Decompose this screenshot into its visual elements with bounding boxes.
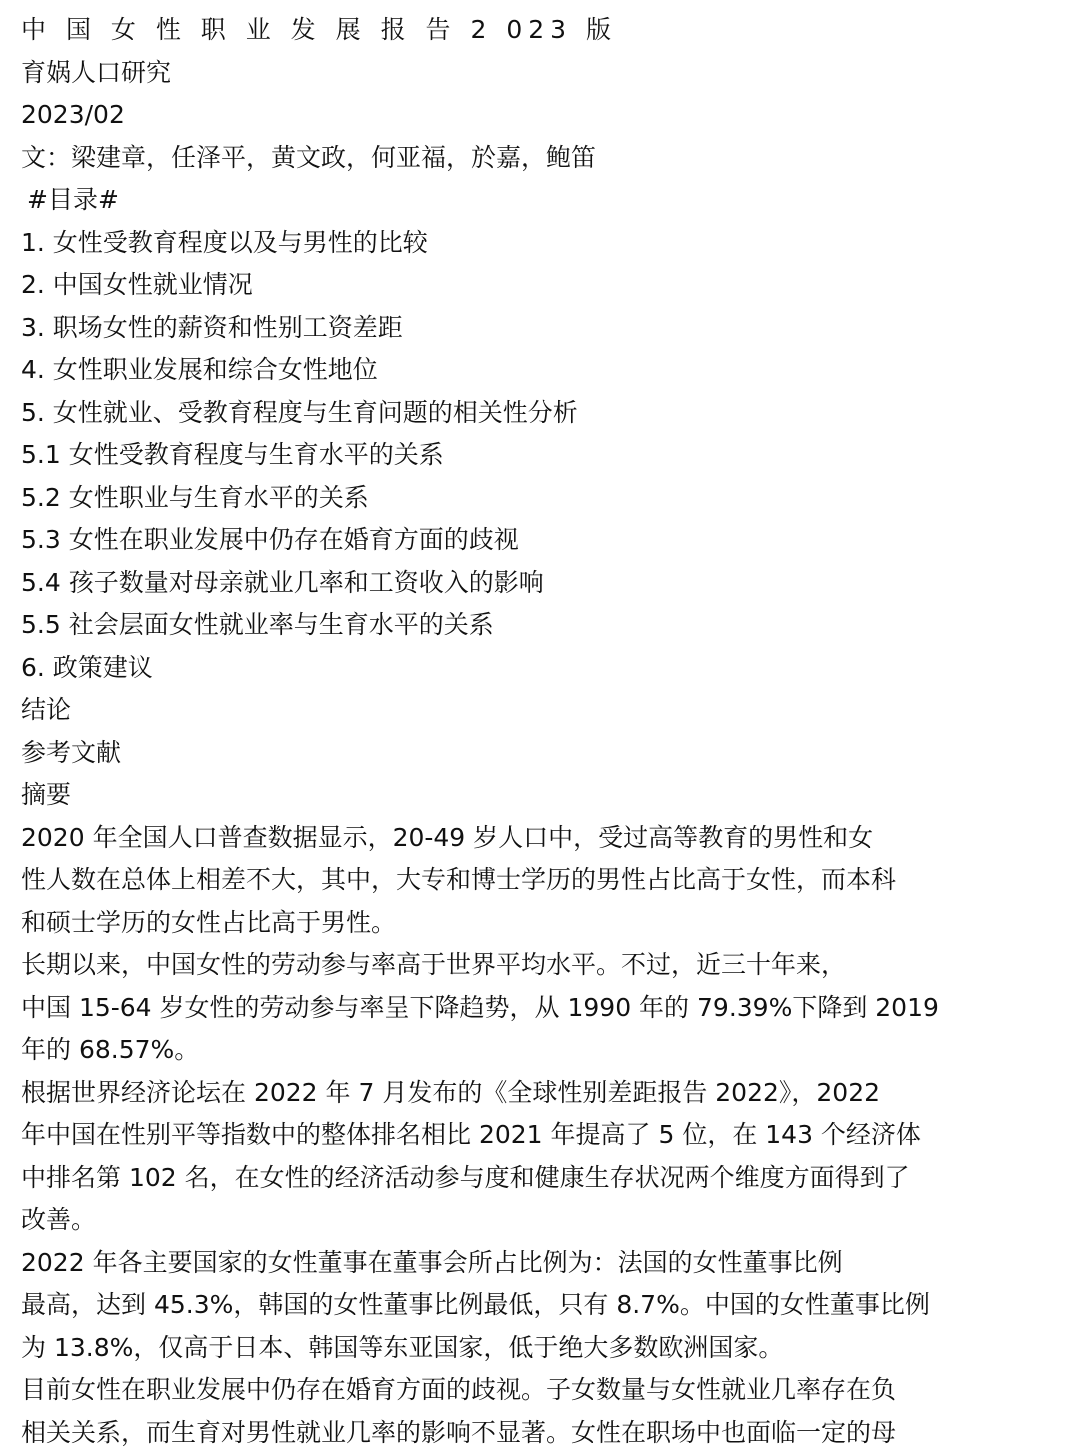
abstract-line: 性人数在总体上相差不大，其中，大专和博士学历的男性占比高于女性，而本科 xyxy=(21,859,1061,902)
toc-item: 结论 xyxy=(21,689,1061,732)
table-of-contents xyxy=(21,222,1061,775)
toc-item: 1. 女性受教育程度以及与男性的比较 xyxy=(21,222,1061,265)
abstract-line: 中排名第 102 名，在女性的经济活动参与度和健康生存状况两个维度方面得到了 xyxy=(21,1157,1061,1200)
abstract-line: 2020 年全国人口普查数据显示，20-49 岁人口中，受过高等教育的男性和女 xyxy=(21,817,1061,860)
abstract-line: 为 13.8%，仅高于日本、韩国等东亚国家，低于绝大多数欧洲国家。 xyxy=(21,1327,1061,1370)
abstract-line: 目前女性在职业发展中仍存在婚育方面的歧视。子女数量与女性就业几率存在负 xyxy=(21,1369,1061,1412)
toc-heading: #目录# xyxy=(21,179,1061,222)
toc-item: 参考文献 xyxy=(21,732,1061,775)
abstract-line: 相关关系，而生育对男性就业几率的影响不显著。女性在职场中也面临一定的母 xyxy=(21,1412,1061,1454)
toc-item: 5.1 女性受教育程度与生育水平的关系 xyxy=(21,434,1061,477)
abstract-line: 根据世界经济论坛在 2022 年 7 月发布的《全球性别差距报告 2022》，2022 xyxy=(21,1072,1061,1115)
toc-item: 2. 中国女性就业情况 xyxy=(21,264,1061,307)
report-title: 中 国 女 性 职 业 发 展 报 告 2 023 版 xyxy=(21,9,1061,52)
toc-item: 4. 女性职业发展和综合女性地位 xyxy=(21,349,1061,392)
toc-item: 3. 职场女性的薪资和性别工资差距 xyxy=(21,307,1061,350)
report-authors: 文：梁建章，任泽平，黄文政，何亚福，於嘉，鲍笛 xyxy=(21,137,1061,180)
abstract-line: 2022 年各主要国家的女性董事在董事会所占比例为：法国的女性董事比例 xyxy=(21,1242,1061,1285)
toc-item: 5.5 社会层面女性就业率与生育水平的关系 xyxy=(21,604,1061,647)
report-source: 育娲人口研究 xyxy=(21,52,1061,95)
toc-item: 5.4 孩子数量对母亲就业几率和工资收入的影响 xyxy=(21,562,1061,605)
abstract-line: 年的 68.57%。 xyxy=(21,1029,1061,1072)
abstract-body xyxy=(21,817,1061,1454)
abstract-line: 改善。 xyxy=(21,1199,1061,1242)
abstract-heading: 摘要 xyxy=(21,774,1061,817)
abstract-line: 和硕士学历的女性占比高于男性。 xyxy=(21,902,1061,945)
abstract-line: 最高，达到 45.3%，韩国的女性董事比例最低，只有 8.7%。中国的女性董事比例 xyxy=(21,1284,1061,1327)
toc-item: 5.2 女性职业与生育水平的关系 xyxy=(21,477,1061,520)
abstract-line: 中国 15-64 岁女性的劳动参与率呈下降趋势，从 1990 年的 79.39%下降到 2019 xyxy=(21,987,1061,1030)
toc-item: 5. 女性就业、受教育程度与生育问题的相关性分析 xyxy=(21,392,1061,435)
report-date: 2023/02 xyxy=(21,94,1061,137)
document-body xyxy=(21,9,1061,1454)
abstract-line: 长期以来，中国女性的劳动参与率高于世界平均水平。不过，近三十年来， xyxy=(21,944,1061,987)
toc-item: 5.3 女性在职业发展中仍存在婚育方面的歧视 xyxy=(21,519,1061,562)
abstract-line: 年中国在性别平等指数中的整体排名相比 2021 年提高了 5 位，在 143 个经济体 xyxy=(21,1114,1061,1157)
toc-item: 6. 政策建议 xyxy=(21,647,1061,690)
